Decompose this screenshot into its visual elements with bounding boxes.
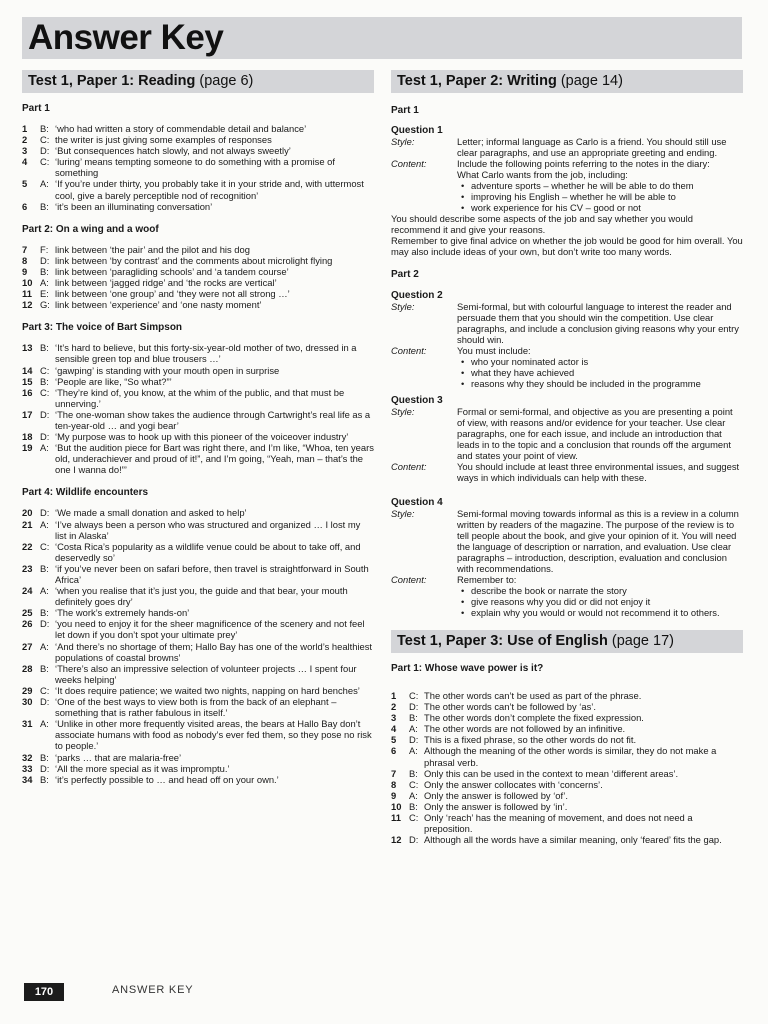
right-column bbox=[391, 70, 743, 845]
answer-text: link between ‘by contrast’ and the comments about microlight flying bbox=[55, 254, 333, 266]
answer-text: ‘There’s also an impressive selection of volunteer projects … I spent four weeks helping’ bbox=[55, 662, 357, 685]
answer-letter: G: bbox=[40, 299, 50, 311]
section-heading-writing bbox=[391, 70, 743, 93]
answer-letter: B: bbox=[40, 342, 49, 354]
answer-number: 10 bbox=[391, 800, 402, 812]
answer-letter: B: bbox=[40, 751, 49, 763]
answer-row bbox=[22, 299, 374, 310]
answer-text: ‘It does require patience; we waited two nights, napping on hard benches’ bbox=[55, 684, 360, 696]
answer-letter: F: bbox=[40, 243, 49, 255]
answer-number: 4 bbox=[391, 723, 397, 735]
answer-number: 33 bbox=[22, 762, 33, 774]
answer-text: link between ‘the pair’ and the pilot and his dog bbox=[55, 243, 250, 255]
answer-letter: C: bbox=[409, 812, 419, 824]
bullet-item: • improving his English – whether he will be able to bbox=[471, 191, 743, 202]
answer-text: link between ‘paragliding schools’ and ‘a tandem course’ bbox=[55, 265, 289, 277]
left-column bbox=[22, 70, 374, 785]
part-heading: Part 1 bbox=[391, 105, 419, 116]
answer-letter: D: bbox=[409, 734, 419, 746]
question-title: Question 2 bbox=[391, 290, 443, 301]
answer-text: ‘it’s been an illuminating conversation’ bbox=[55, 200, 213, 212]
answer-number: 32 bbox=[22, 751, 33, 763]
paragraph: Remember to give final advice on whether the job would be good for him overall. You may also include ideas of your own, but don’t write too many words. bbox=[391, 235, 743, 257]
content-label: Content: bbox=[391, 158, 427, 169]
content-label: Content: bbox=[391, 574, 427, 585]
answer-text: ‘luring’ means tempting someone to do something with a promise of something bbox=[55, 156, 336, 179]
answer-letter: A: bbox=[40, 178, 49, 190]
content-text: You must include: bbox=[457, 345, 531, 356]
answer-row bbox=[22, 607, 374, 618]
answer-number: 34 bbox=[22, 773, 33, 785]
answer-number: 11 bbox=[22, 288, 32, 300]
answer-row bbox=[22, 718, 374, 751]
answer-number: 24 bbox=[22, 585, 33, 597]
part-heading: Part 2 bbox=[391, 269, 419, 280]
answer-text: ‘We made a small donation and asked to help’ bbox=[55, 507, 247, 519]
part-heading: Part 1: Whose wave power is it? bbox=[391, 663, 544, 674]
answer-letter: D: bbox=[40, 431, 50, 443]
content-label: Content: bbox=[391, 345, 427, 356]
answer-row bbox=[391, 812, 743, 834]
answer-number: 28 bbox=[22, 662, 33, 674]
answer-text: ‘And there’s no shortage of them; Hallo Bay has one of the world’s healthiest populations of coastal browns’ bbox=[55, 640, 373, 663]
answer-row bbox=[22, 763, 374, 774]
answer-number: 19 bbox=[22, 442, 33, 454]
answer-text: ‘All the more special as it was impromptu.’ bbox=[55, 762, 230, 774]
answer-row bbox=[22, 696, 374, 718]
answer-letter: D: bbox=[40, 762, 50, 774]
style-label: Style: bbox=[391, 406, 415, 417]
answer-text: ‘People are like, “So what?”’ bbox=[55, 375, 172, 387]
answer-number: 30 bbox=[22, 696, 33, 708]
answer-letter: E: bbox=[40, 288, 49, 300]
answer-number: 31 bbox=[22, 718, 33, 730]
bullet-list bbox=[391, 356, 743, 389]
answer-text: Although all the words have a similar meaning, only ‘feared’ fits the gap. bbox=[424, 834, 722, 846]
answer-text: ‘It’s hard to believe, but this forty-six-year-old mother of two, dressed in a sensible green top and blue trousers …’ bbox=[55, 342, 357, 365]
answer-number: 25 bbox=[22, 607, 33, 619]
answer-letter: B: bbox=[40, 265, 49, 277]
answer-text: ‘you need to enjoy it for the sheer magnificence of the scenery and not feel let down if you don’t spot your ultimate prey’ bbox=[55, 618, 365, 641]
answer-row bbox=[391, 834, 743, 845]
paragraph: You should describe some aspects of the job and say whether you would recommend it and give your reasons. bbox=[391, 213, 693, 235]
answer-row bbox=[22, 541, 374, 563]
answer-text: link between ‘experience’ and ‘one nasty moment’ bbox=[55, 299, 262, 311]
answer-row bbox=[22, 641, 374, 663]
bullet-item: • what they have achieved bbox=[471, 367, 743, 378]
style-row bbox=[391, 406, 743, 461]
style-text: Semi-formal moving towards informal as this is a review in a column written by readers of the magazine. The purpose of the review is to tell people about the book, and give your opinion of it. You will need the language of description or narration, and evaluation. Use clear paragraphs – introduction, description, evaluation and conclusion with recommendations. bbox=[457, 508, 739, 574]
answer-row bbox=[391, 801, 743, 812]
answer-row bbox=[22, 365, 374, 376]
bullet-item: • adventure sports – whether he will be able to do them bbox=[471, 180, 743, 191]
page-title: Answer Key bbox=[28, 18, 224, 57]
answer-row bbox=[22, 507, 374, 518]
answer-number: 12 bbox=[22, 299, 33, 311]
answer-text: ‘gawping’ is standing with your mouth open in surprise bbox=[55, 364, 280, 376]
answer-text: The other words are not followed by an infinitive. bbox=[424, 723, 626, 735]
answer-text: Only the answer is followed by ‘of’. bbox=[424, 789, 568, 801]
answer-number: 6 bbox=[22, 200, 28, 212]
answer-text: ‘The work’s extremely hands-on’ bbox=[55, 607, 190, 619]
answer-number: 27 bbox=[22, 640, 33, 652]
content-text: You should include at least three environmental issues, and suggest ways in which individuals can help with these. bbox=[457, 461, 740, 483]
answer-letter: C: bbox=[409, 778, 419, 790]
answer-text: Only the answer is followed by ‘in’. bbox=[424, 800, 568, 812]
section-title: Test 1, Paper 2: Writing bbox=[397, 73, 557, 89]
answer-text: ‘If you’re under thirty, you probably take it in your stride and, with uttermost cool, give a barely perceptible nod of recognition’ bbox=[55, 178, 364, 201]
answer-row bbox=[22, 774, 374, 785]
answer-row bbox=[22, 387, 374, 409]
answer-row bbox=[22, 663, 374, 685]
answer-letter: A: bbox=[40, 442, 49, 454]
answer-row bbox=[22, 134, 374, 145]
answer-text: This is a fixed phrase, so the other words do not fit. bbox=[424, 734, 637, 746]
section-heading-use-of-english bbox=[391, 630, 743, 653]
style-row bbox=[391, 301, 743, 345]
answer-text: ‘The one-woman show takes the audience through Cartwright’s real life as a ten-year-old … and yogi bear’ bbox=[55, 408, 371, 431]
part-heading: Part 3: The voice of Bart Simpson bbox=[22, 322, 183, 334]
content-text: Include the following points referring to the notes in the diary: bbox=[457, 158, 710, 169]
answer-row bbox=[22, 442, 374, 475]
answer-text: ‘One of the best ways to view both is from the back of an elephant – something that is rather fabulous in itself.’ bbox=[55, 696, 337, 719]
content-subtext bbox=[391, 169, 743, 180]
answer-letter: A: bbox=[40, 277, 49, 289]
style-text: Semi-formal, but with colourful language to interest the reader and persuade them that you should win the competition. Use clear paragraphs, and include a conclusion giving reasons why your entry should win. bbox=[457, 301, 739, 345]
answer-row bbox=[22, 376, 374, 387]
answer-number: 1 bbox=[391, 690, 397, 701]
answer-text: Only ‘reach’ has the meaning of movement, and does not need a preposition. bbox=[424, 812, 693, 835]
bullet-item: • work experience for his CV – good or not bbox=[471, 202, 743, 213]
answer-number: 12 bbox=[391, 834, 402, 846]
answer-number: 18 bbox=[22, 431, 33, 443]
answer-row bbox=[391, 701, 743, 712]
style-row bbox=[391, 508, 743, 574]
question-title: Question 3 bbox=[391, 395, 443, 406]
answer-number: 29 bbox=[22, 684, 33, 696]
answer-letter: A: bbox=[409, 789, 418, 801]
answer-letter: C: bbox=[40, 540, 50, 552]
answer-letter: D: bbox=[40, 408, 50, 420]
answer-letter: C: bbox=[40, 386, 50, 398]
answer-number: 1 bbox=[22, 123, 28, 134]
style-text: Letter; informal language as Carlo is a friend. You should still use clear paragraphs, and use an appropriate greeting and ending. bbox=[457, 136, 727, 158]
bullet-list bbox=[391, 180, 743, 213]
answer-row bbox=[22, 288, 374, 299]
section-page-ref: (page 6) bbox=[199, 73, 254, 89]
bullet-item: • give reasons why you did or did not enjoy it bbox=[471, 596, 743, 607]
section-title: Test 1, Paper 1: Reading bbox=[28, 73, 196, 89]
answer-number: 3 bbox=[22, 145, 28, 157]
question-title: Question 4 bbox=[391, 497, 443, 508]
content-row bbox=[391, 345, 743, 356]
style-row bbox=[391, 136, 743, 158]
answer-letter: B: bbox=[40, 607, 49, 619]
answer-row bbox=[22, 201, 374, 212]
answer-row bbox=[391, 723, 743, 734]
answer-text: the writer is just giving some examples of responses bbox=[55, 134, 272, 146]
answer-row bbox=[22, 685, 374, 696]
content-row bbox=[391, 158, 743, 169]
answer-letter: A: bbox=[409, 745, 418, 757]
answer-letter: B: bbox=[40, 562, 49, 574]
answer-row bbox=[22, 244, 374, 255]
style-label: Style: bbox=[391, 136, 415, 147]
answer-text: The other words don’t complete the fixed expression. bbox=[424, 712, 644, 724]
answer-row bbox=[22, 342, 374, 364]
answer-text: link between ‘jagged ridge’ and ‘the rocks are vertical’ bbox=[55, 277, 277, 289]
bullet-list bbox=[391, 585, 743, 618]
answer-row bbox=[22, 431, 374, 442]
answer-text: ‘if you’ve never been on safari before, then travel is straightforward in South Africa’ bbox=[55, 562, 369, 585]
answer-letter: B: bbox=[40, 662, 49, 674]
section-page-ref: (page 17) bbox=[611, 633, 674, 649]
answer-number: 7 bbox=[22, 243, 28, 255]
bullet-item: • describe the book or narrate the story bbox=[471, 585, 743, 596]
answer-row bbox=[391, 712, 743, 723]
answer-letter: A: bbox=[409, 723, 418, 735]
answer-letter: D: bbox=[409, 701, 419, 713]
answer-number: 9 bbox=[22, 265, 28, 277]
answer-number: 6 bbox=[391, 745, 397, 757]
content-text: Remember to: bbox=[457, 574, 517, 585]
answer-letter: D: bbox=[409, 834, 419, 846]
answer-row bbox=[22, 178, 374, 200]
answer-number: 2 bbox=[22, 134, 28, 146]
answer-row bbox=[22, 255, 374, 266]
answer-row bbox=[391, 768, 743, 779]
answer-number: 23 bbox=[22, 562, 33, 574]
content-row bbox=[391, 461, 743, 483]
answer-letter: C: bbox=[40, 364, 50, 376]
answer-letter: B: bbox=[40, 123, 49, 134]
answer-row bbox=[391, 790, 743, 801]
answer-number: 14 bbox=[22, 364, 33, 376]
section-heading-reading bbox=[22, 70, 374, 93]
answer-number: 8 bbox=[391, 778, 397, 790]
footer-label: ANSWER KEY bbox=[112, 984, 194, 996]
answer-row bbox=[22, 519, 374, 541]
answer-letter: D: bbox=[40, 696, 50, 708]
answer-number: 8 bbox=[22, 254, 28, 266]
answer-number: 9 bbox=[391, 789, 397, 801]
answer-number: 2 bbox=[391, 701, 397, 713]
section-title: Test 1, Paper 3: Use of English bbox=[397, 633, 608, 649]
answer-number: 13 bbox=[22, 342, 33, 354]
answer-letter: A: bbox=[40, 718, 49, 730]
answer-text: link between ‘one group’ and ‘they were not all strong …’ bbox=[55, 288, 290, 300]
answer-row bbox=[22, 752, 374, 763]
answer-text: ‘when you realise that it’s just you, the guide and that bear, your mouth definitely goes dry’ bbox=[55, 585, 348, 608]
answer-row bbox=[391, 745, 743, 767]
answer-text: ‘parks … that are malaria-free’ bbox=[55, 751, 182, 763]
answer-text: ‘Costa Rica’s popularity as a wildlife venue could be about to take off, and deservedly so’ bbox=[55, 540, 361, 563]
answer-text: ‘Unlike in other more frequently visited areas, the bears at Hallo Bay don’t associate humans with food as nobody’s ever fed them, so they pose no risk to people.’ bbox=[55, 718, 372, 752]
answer-text: ‘who had written a story of commendable detail and balance’ bbox=[55, 123, 307, 134]
answer-letter: C: bbox=[40, 156, 50, 168]
bullet-item: • explain why you would or would not recommend it to others. bbox=[471, 607, 743, 618]
style-label: Style: bbox=[391, 301, 415, 312]
answer-text: The other words can’t be used as part of the phrase. bbox=[424, 690, 642, 701]
answer-text: ‘it’s perfectly possible to … and head off on your own.’ bbox=[55, 773, 279, 785]
answer-number: 16 bbox=[22, 386, 33, 398]
question-title: Question 1 bbox=[391, 125, 443, 136]
answer-number: 17 bbox=[22, 408, 33, 420]
answer-number: 22 bbox=[22, 540, 33, 552]
answer-number: 11 bbox=[391, 812, 401, 824]
answer-row bbox=[391, 690, 743, 701]
answer-row bbox=[391, 734, 743, 745]
bullet-item: • reasons why they should be included in the programme bbox=[471, 378, 743, 389]
answer-text: Only this can be used in the context to mean ‘different areas’. bbox=[424, 767, 679, 779]
answer-number: 5 bbox=[22, 178, 28, 190]
content-label: Content: bbox=[391, 461, 427, 472]
answer-text: ‘But the audition piece for Bart was right there, and I’m like, “Whoa, ten years old, underachiever and proud of it!”, and I’m going, “Yeah, man – that’s the one I wanna do!”’ bbox=[55, 442, 374, 476]
answer-letter: B: bbox=[409, 800, 418, 812]
answer-text: ‘They’re kind of, you know, at the whim of the public, and that must be unnerving.’ bbox=[55, 386, 345, 409]
answer-row bbox=[391, 779, 743, 790]
answer-number: 26 bbox=[22, 618, 33, 630]
bullet-item: • who your nominated actor is bbox=[471, 356, 743, 367]
answer-letter: A: bbox=[40, 518, 49, 530]
answer-number: 10 bbox=[22, 277, 33, 289]
reading-parts bbox=[22, 103, 374, 785]
content-row bbox=[391, 574, 743, 585]
title-bar bbox=[22, 17, 742, 59]
answer-row bbox=[22, 145, 374, 156]
answer-letter: D: bbox=[40, 254, 50, 266]
answer-number: 4 bbox=[22, 156, 28, 168]
style-text: Formal or semi-formal, and objective as you are presenting a point of view, with reasons and/or evidence for your teacher. Use clear paragraphs, one for each issue, and include an introduction that leads in to the topic and a conclusion that rounds off the argument and states your point of view. bbox=[457, 406, 733, 461]
answer-letter: C: bbox=[409, 690, 419, 701]
answer-letter: B: bbox=[40, 375, 49, 387]
part-heading: Part 1 bbox=[22, 103, 50, 114]
answer-letter: D: bbox=[40, 145, 50, 157]
style-label: Style: bbox=[391, 508, 415, 519]
answer-row bbox=[22, 618, 374, 640]
answer-letter: B: bbox=[40, 200, 49, 212]
answer-text: The other words can’t be followed by ‘as’. bbox=[424, 701, 596, 713]
page-number: 170 bbox=[24, 983, 64, 1001]
answer-number: 15 bbox=[22, 375, 33, 387]
answer-text: Although the meaning of the other words is similar, they do not make a phrasal verb. bbox=[424, 745, 717, 768]
answer-number: 21 bbox=[22, 518, 33, 530]
answer-row bbox=[22, 277, 374, 288]
section-page-ref: (page 14) bbox=[560, 73, 623, 89]
answer-text: ‘My purpose was to hook up with this pioneer of the voiceover industry’ bbox=[55, 431, 349, 443]
answer-letter: B: bbox=[40, 773, 49, 785]
answer-number: 5 bbox=[391, 734, 397, 746]
answer-number: 3 bbox=[391, 712, 397, 724]
answer-letter: A: bbox=[40, 585, 49, 597]
part-heading: Part 4: Wildlife encounters bbox=[22, 487, 149, 499]
content-sub: What Carlo wants from the job, including: bbox=[457, 169, 628, 180]
answer-row bbox=[22, 266, 374, 277]
use-of-english-answers bbox=[391, 690, 743, 845]
answer-letter: D: bbox=[40, 507, 50, 519]
answer-text: ‘I’ve always been a person who was structured and organized … I lost my list in Alaska’ bbox=[55, 518, 361, 541]
answer-number: 7 bbox=[391, 767, 397, 779]
answer-letter: D: bbox=[40, 618, 50, 630]
answer-row bbox=[22, 123, 374, 134]
answer-row bbox=[22, 156, 374, 178]
answer-row bbox=[22, 409, 374, 431]
answer-letter: B: bbox=[409, 767, 418, 779]
part-heading: Part 2: On a wing and a woof bbox=[22, 223, 159, 235]
answer-text: ‘But consequences hatch slowly, and not always sweetly’ bbox=[55, 145, 291, 157]
answer-row bbox=[22, 585, 374, 607]
answer-text: Only the answer collocates with ‘concerns’. bbox=[424, 778, 603, 790]
answer-letter: A: bbox=[40, 640, 49, 652]
answer-letter: C: bbox=[40, 684, 50, 696]
answer-letter: C: bbox=[40, 134, 50, 146]
answer-number: 20 bbox=[22, 507, 33, 519]
answer-row bbox=[22, 563, 374, 585]
answer-letter: B: bbox=[409, 712, 418, 724]
